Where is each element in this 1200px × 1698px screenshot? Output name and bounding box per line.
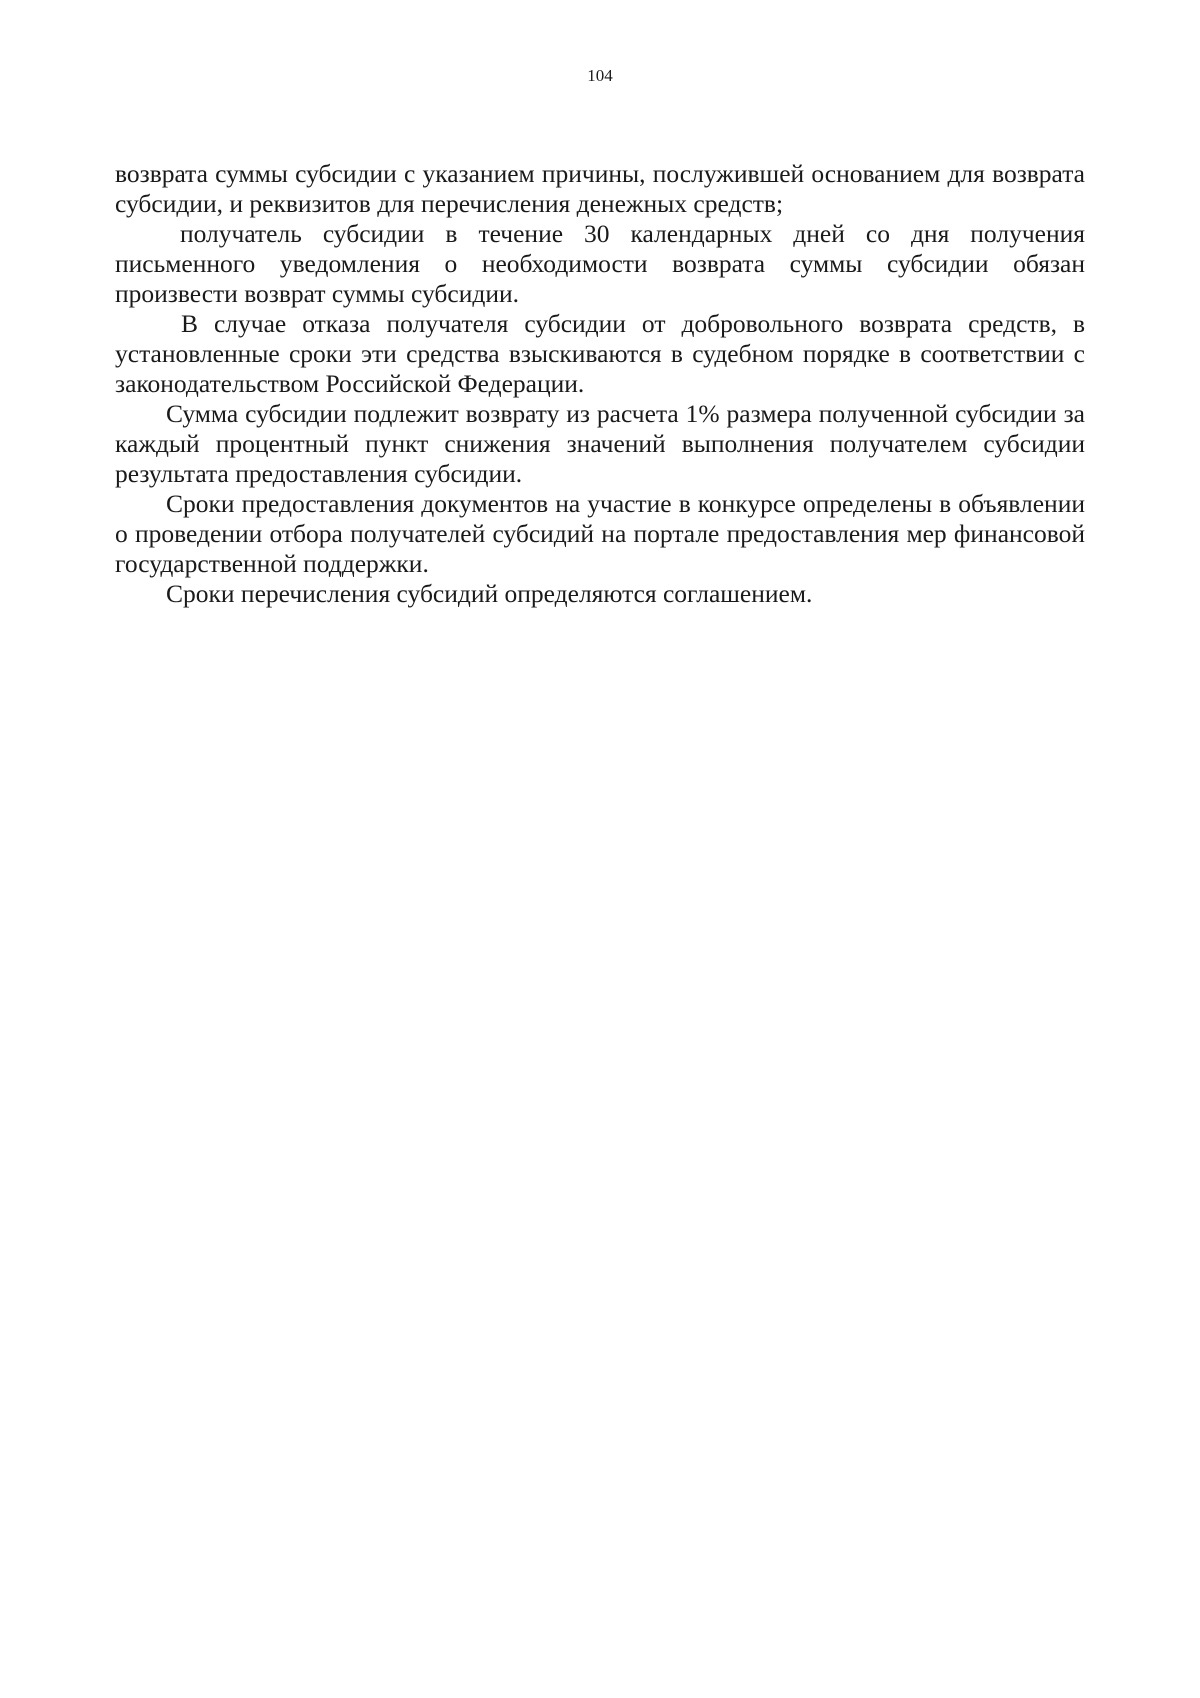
document-body — [115, 159, 1085, 609]
paragraph-refusal-court: В случае отказа получателя субсидии от добровольного возврата средств, в установленные сроки эти средства взыскиваются в судебном порядке в соответствии с законодательством Российской Федерации. — [115, 309, 1085, 398]
paragraph-return-notice-continuation: возврата суммы субсидии с указанием причины, послужившей основанием для возврата субсидии, и реквизитов для перечисления денежных средств; — [115, 159, 1085, 218]
paragraph-transfer-deadlines: Сроки перечисления субсидий определяются соглашением. — [166, 579, 813, 608]
page-number: 104 — [587, 66, 613, 85]
paragraph-document-deadlines: Сроки предоставления документов на участие в конкурсе определены в объявлении о проведении отбора получателей субсидий на портале предоставления мер финансовой государственной поддержки. — [115, 489, 1085, 578]
paragraph-return-amount: Сумма субсидии подлежит возврату из расчета 1% размера полученной субсидии за каждый процентный пункт снижения значений выполнения получателем субсидии результата предоставления субсидии. — [115, 399, 1085, 488]
paragraph-return-deadline: получатель субсидии в течение 30 календарных дней со дня получения письменного уведомления о необходимости возврата суммы субсидии обязан произвести возврат суммы субсидии. — [115, 219, 1085, 308]
